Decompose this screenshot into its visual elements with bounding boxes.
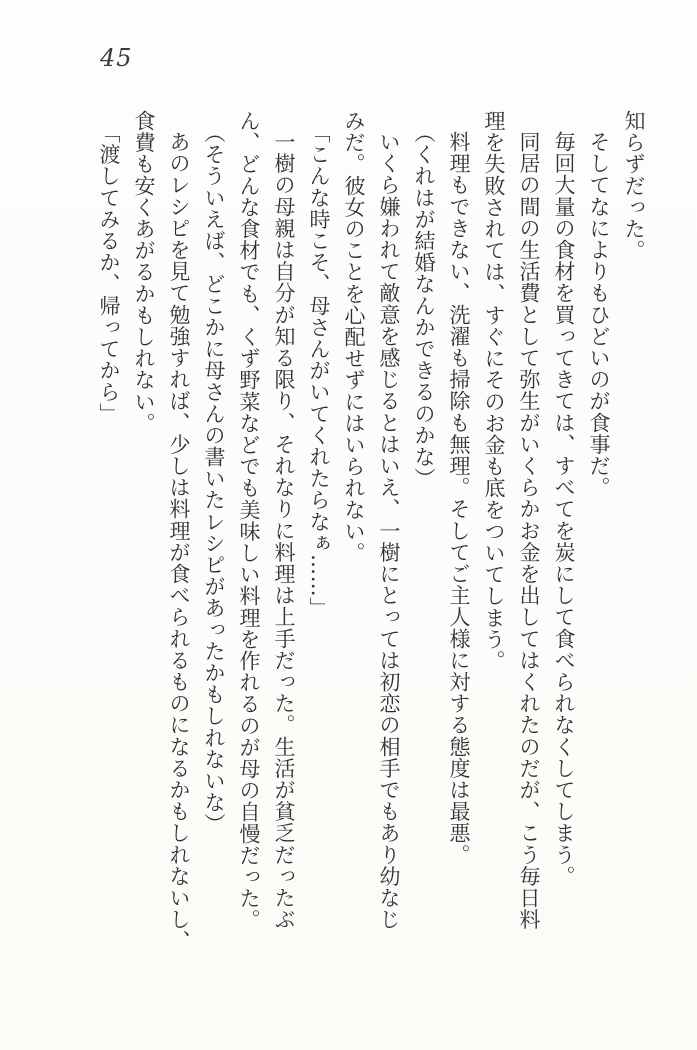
- text-line: 一樹の母親は自分が知る限り、それなりに料理は上手だった。生活が貧乏だったぶ: [272, 131, 296, 931]
- text-line: （そういえば、どこかに母さんの書いたレシピがあったかもしれないな）: [202, 122, 226, 835]
- text-line: 同居の間の生活費として弥生がいくらかお金を出してはくれたのだが、こう毎日料: [517, 131, 541, 931]
- text-line: そしてなによりもひどいのが食事だ。: [587, 131, 611, 499]
- text-line: 「こんな時こそ、母さんがいてくれたらなぁ……」: [307, 122, 331, 619]
- text-block: [91, 110, 651, 958]
- text-line: あのレシピを見て勉強すれば、少しは料理が食べられるものになるかもしれないし、: [167, 131, 191, 952]
- page-number: 45: [100, 44, 133, 72]
- text-line: （くれはが結婚なんかできるのかな）: [412, 122, 436, 490]
- text-line: みだ。彼女のことを心配せずにはいられない。: [342, 110, 366, 564]
- text-line: 食費も安くあがるかもしれない。: [132, 110, 156, 434]
- text-line: 知らずだった。: [622, 110, 646, 262]
- text-line: ん、どんな食材でも、くず野菜などでも美味しい料理を作れるのが母の自慢だった。: [237, 110, 261, 931]
- text-line: 「渡してみるか、帰ってから」: [97, 122, 121, 425]
- text-line: 理を失敗されては、すぐにそのお金も底をついてしまう。: [482, 110, 506, 672]
- text-line: いくら嫌われて敵意を感じるとはいえ、一樹にとっては初恋の相手でもあり幼なじ: [377, 131, 401, 931]
- text-line: 料理もできない、洗濯も掃除も無理。そしてご主人様に対する態度は最悪。: [447, 131, 471, 866]
- text-line: 毎回大量の食材を買ってきては、すべてを炭にして食べられなくしてしまう。: [552, 131, 576, 887]
